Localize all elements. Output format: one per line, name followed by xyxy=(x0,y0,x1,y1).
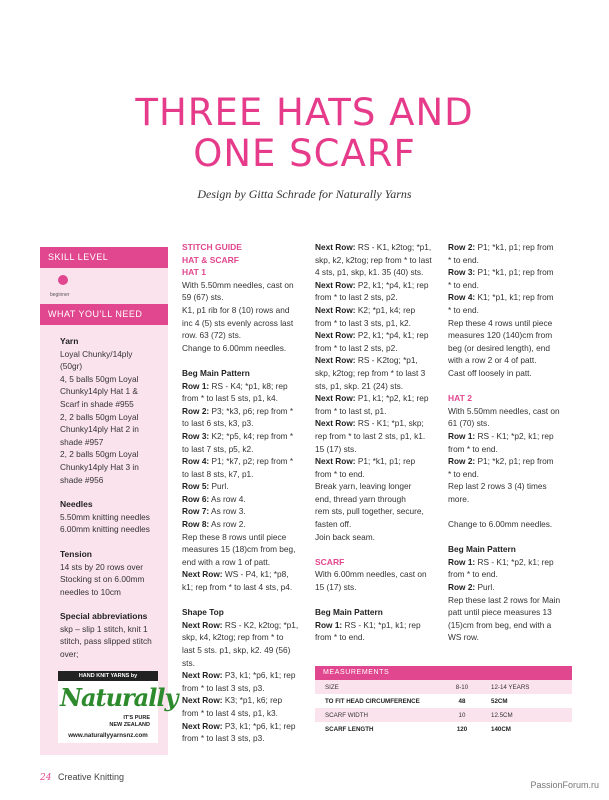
instruction-line: Next Row: P1; *k1, p1; rep xyxy=(315,456,416,467)
instruction-line: end with a row 1 of patt. xyxy=(182,556,271,567)
measurement-cell: 12-14 YEARS xyxy=(491,683,530,691)
yarn-line: Chunky14ply Hat 2 in xyxy=(60,424,139,435)
yarn-line: (50gr) xyxy=(60,361,83,372)
instruction-line: from * to last 5 sts, p1, k4. xyxy=(182,393,278,404)
needles-line: 5.50mm knitting needles xyxy=(60,511,150,522)
change-needles-note: Change to 6.00mm needles. xyxy=(448,519,553,530)
yarn-line: 4, 5 balls 50gm Loyal xyxy=(60,373,139,384)
instruction-line: Next Row: P2, k1; *p4, k1; rep xyxy=(315,279,429,290)
instruction-line: * to end. xyxy=(448,279,479,290)
instruction-line: WS row. xyxy=(448,632,479,643)
instruction-line: from * to last 2 sts, p2. xyxy=(315,342,398,353)
logo-top-text: HAND KNIT YARNS by xyxy=(58,671,158,681)
instruction-line: Row 3: P1; *k1, p1; rep from xyxy=(448,267,554,278)
yarn-heading: Yarn xyxy=(60,336,79,346)
instruction-line: last 5 sts. p1, skp, k2. 49 (56) xyxy=(182,645,291,655)
instruction-line: from * to last 3 sts, p3. xyxy=(182,733,265,744)
instruction-line: Row 2: P3; *k3, p6; rep from * xyxy=(182,405,294,416)
measurement-row xyxy=(315,722,572,736)
yarn-line: Chunky14ply Hat 3 in xyxy=(60,461,139,472)
instruction-line: skp, k2tog; rep from * to last 3 xyxy=(315,367,426,378)
instruction-line: Break yarn, leaving longer xyxy=(315,481,412,492)
what-you-need-heading: WHAT YOU'LL NEED xyxy=(40,304,168,325)
instruction-line: * to end. xyxy=(448,254,479,265)
stitch-guide-heading: STITCH GUIDE xyxy=(182,242,242,252)
instruction-line: Rep last 2 rows 3 (4) times xyxy=(448,481,547,492)
instruction-line: 15 (17) sts. xyxy=(315,443,357,454)
page-title xyxy=(0,92,609,174)
instruction-line: beg (or desired length), end xyxy=(448,342,550,353)
instruction-line: Row 2: Purl. xyxy=(448,582,495,593)
needles-section xyxy=(60,498,160,536)
yarn-ball-icon xyxy=(58,275,68,285)
beg-main-pattern-heading: Beg Main Pattern xyxy=(182,367,250,378)
naturally-logo xyxy=(58,671,178,743)
instruction-line: skp, k2, k2tog; rep from * to last xyxy=(315,254,432,265)
instruction-line: Row 2: P1; *k1, p1; rep from xyxy=(448,242,554,252)
instruction-line: Rep these 8 rows until piece xyxy=(182,531,287,542)
logo-url: www.naturallyyarnsnz.com xyxy=(68,732,148,739)
instruction-line: from * to end. xyxy=(448,569,498,580)
yarn-line: 2, 2 balls 50gm Loyal xyxy=(60,449,139,460)
instruction-line: to last 6 sts, k3, p3. xyxy=(182,418,254,429)
instruction-line: inc 4 (5) sts evenly across last xyxy=(182,317,294,328)
instruction-line: * to end. xyxy=(448,304,479,315)
instruction-line: Cast off loosely in patt. xyxy=(448,367,532,378)
instruction-line: skp, k4, k2tog; rep from * to xyxy=(182,632,284,643)
instruction-line: Row 8: As row 2. xyxy=(182,519,246,530)
instruction-line: Next Row: P3, k1; *p6, k1; rep xyxy=(182,720,296,731)
instruction-line: Next Row: RS - K2tog; *p1, xyxy=(315,355,418,366)
scarf-beg-main-pattern-heading: Beg Main Pattern xyxy=(315,607,383,618)
instruction-line: Join back seam. xyxy=(315,531,375,542)
instruction-line: Row 4: P1; *k7, p2; rep from * xyxy=(182,456,294,467)
instruction-line: with a row 2 or 4 of patt. xyxy=(448,355,537,366)
instruction-line: Next Row: P2, k1; *p4, k1; rep xyxy=(315,330,429,341)
column-2 xyxy=(315,241,437,644)
instruction-line: sts, p1, skp. 21 (24) sts. xyxy=(315,380,404,391)
instruction-line: With 6.00mm needles, cast on xyxy=(315,569,427,580)
yarn-line: Chunky14ply Hat 1 & xyxy=(60,386,138,397)
instruction-line: from * to last 2 sts, p2. xyxy=(315,292,398,303)
column-3 xyxy=(448,241,572,644)
instruction-line: (15)cm from beg, end with a xyxy=(448,619,552,630)
instruction-line: from * to end. xyxy=(315,468,365,479)
measurements-heading: MEASUREMENTS xyxy=(315,666,572,680)
abbreviations-section xyxy=(60,610,160,660)
measurement-cell: 12.5CM xyxy=(491,711,513,719)
instruction-line: * to end. xyxy=(448,468,479,479)
instruction-line: Row 1: RS - K1; *p2, k1; rep xyxy=(448,556,554,567)
instruction-line: to last 8 sts, k7, p1. xyxy=(182,468,254,479)
measurement-cell: 48 xyxy=(458,697,466,705)
tension-line: Stocking st on 6.00mm xyxy=(60,574,145,585)
instruction-line: Rep these last 2 rows for Main xyxy=(448,594,561,605)
abbreviation-line: skp – slip 1 stitch, knit 1 xyxy=(60,623,148,634)
instruction-line: rem sts, pull together, secure, xyxy=(315,506,424,517)
yarn-line: Scarf in shade #955 xyxy=(60,398,134,409)
instruction-line: Change to 6.00mm needles. xyxy=(182,342,287,353)
logo-wordmark: Naturally xyxy=(60,683,178,712)
hat2-beg-main-pattern-heading: Beg Main Pattern xyxy=(448,544,516,555)
yarn-section xyxy=(60,335,160,486)
instruction-line: end, thread yarn through xyxy=(315,493,406,504)
instruction-line: from * to end. xyxy=(315,632,365,643)
scarf-heading: SCARF xyxy=(315,556,345,567)
hat1-heading: HAT 1 xyxy=(182,267,206,278)
instruction-line: fasten off. xyxy=(315,519,352,530)
sidebar xyxy=(40,247,178,755)
yarn-line: Loyal Chunky/14ply xyxy=(60,348,133,359)
yarn-line: 2, 2 balls 50gm Loyal xyxy=(60,411,139,422)
instruction-line: 15 (17) sts. xyxy=(315,582,357,593)
abbreviation-line: stitch, pass slipped stitch xyxy=(60,636,152,647)
tension-heading: Tension xyxy=(60,548,92,559)
yarn-line: shade #956 xyxy=(60,474,104,485)
watermark: PassionForum.ru xyxy=(530,780,599,790)
instruction-line: patt until piece measures 13 xyxy=(448,607,552,618)
instruction-line: 61 (70) sts. xyxy=(448,418,490,429)
instruction-line: 4 sts, p1, skp, k1. 35 (40) sts. xyxy=(315,267,424,278)
instruction-line: from * to last 3 sts, p1, k2. xyxy=(315,317,411,328)
measurement-cell: SCARF WIDTH xyxy=(325,711,368,719)
measurement-cell: 52CM xyxy=(491,697,508,705)
measurements-table xyxy=(315,666,572,736)
tension-line: 14 sts by 20 rows over xyxy=(60,561,144,572)
instruction-line: rep from * to last 2 sts, p1, k1. xyxy=(315,430,426,441)
instruction-line: from * to end. xyxy=(448,443,498,454)
measurement-row xyxy=(315,708,572,722)
magazine-name: Creative Knitting xyxy=(57,772,125,782)
instruction-line: Row 3: K2; *p5, k4; rep from * xyxy=(182,430,294,441)
tension-section xyxy=(60,548,160,598)
skill-level-heading: SKILL LEVEL xyxy=(40,247,168,268)
column-1 xyxy=(182,241,302,745)
title-line-2: ONE SCARF xyxy=(193,132,416,175)
instruction-line: from * to last 3 sts, p3. xyxy=(182,682,265,693)
instruction-line: Row 5: Purl. xyxy=(182,481,229,492)
measurement-cell: 8-10 xyxy=(455,683,469,691)
instruction-line: With 5.50mm needles, cast on xyxy=(182,279,294,290)
measurement-cell: 120 xyxy=(456,725,468,733)
instruction-line: Next Row: P1, k1; *p2, k1; rep xyxy=(315,393,429,404)
instruction-line: With 5.50mm needles, cast on xyxy=(448,405,560,416)
instruction-line: Row 6: As row 4. xyxy=(182,493,246,504)
instruction-line: Next Row: K2; *p1, k4; rep xyxy=(315,304,416,315)
yarn-line: shade #957 xyxy=(60,436,104,447)
instruction-line: Next Row: K3; *p1, k6; rep xyxy=(182,695,283,706)
instruction-line: Row 1: RS - K1; *p1, k1; rep xyxy=(315,619,421,630)
instruction-line: Row 7: As row 3. xyxy=(182,506,246,517)
logo-tagline-2: NEW ZEALAND xyxy=(109,722,150,728)
instruction-line: Next Row: RS - K2, k2tog; *p1, xyxy=(182,619,299,630)
page-footer xyxy=(40,772,124,783)
instruction-line: K1, p1 rib for 8 (10) rows and xyxy=(182,304,290,315)
byline: Design by Gitta Schrade for Naturally Yarns xyxy=(197,187,412,201)
skill-level-box xyxy=(40,268,168,304)
measurement-cell: 10 xyxy=(458,711,466,719)
measurement-cell: SIZE xyxy=(325,683,339,691)
abbreviations-heading: Special abbreviations xyxy=(60,611,148,622)
instruction-line: measures 120 (140)cm from xyxy=(448,330,553,341)
instruction-line: from * to last st, p1. xyxy=(315,405,387,416)
skill-level-label: beginner xyxy=(50,292,70,298)
instruction-line: 59 (67) sts. xyxy=(182,292,224,303)
instruction-line: Row 1: RS - K1; *p2, k1; rep xyxy=(448,430,554,441)
measurement-cell: 140CM xyxy=(491,725,511,733)
logo-tagline-1: IT'S PURE xyxy=(123,715,150,721)
instruction-line: to last 7 sts, p5, k2. xyxy=(182,443,254,454)
instruction-line: Rep these 4 rows until piece xyxy=(448,317,553,328)
measurement-cell: TO FIT HEAD CIRCUMFERENCE xyxy=(325,697,420,705)
abbreviation-line: over; xyxy=(60,649,79,660)
measurement-row xyxy=(315,694,572,708)
instruction-line: Next Row: RS - K1, k2tog; *p1, xyxy=(315,242,432,252)
instruction-line: from * to last 4 sts, p1, k3. xyxy=(182,707,278,718)
hat2-heading: HAT 2 xyxy=(448,393,472,404)
instruction-line: sts. xyxy=(182,657,195,668)
measurement-row xyxy=(315,680,572,694)
instruction-line: Row 4: K1; *p1, k1; rep from xyxy=(448,292,554,303)
instruction-line: more. xyxy=(448,493,470,504)
measurement-cell: SCARF LENGTH xyxy=(325,725,374,733)
tension-line: needles to 10cm xyxy=(60,586,121,597)
page-number: 24 xyxy=(40,773,52,783)
instruction-line: Next Row: WS - P4, k1; *p8, xyxy=(182,569,289,580)
instruction-line: Row 1: RS - K4; *p1, k8; rep xyxy=(182,380,288,391)
instruction-line: measures 15 (18)cm from beg, xyxy=(182,544,296,555)
instruction-line: Next Row: RS - K1; *p1, skp; xyxy=(315,418,424,429)
instruction-line: Row 2: P1; *k2, p1; rep from xyxy=(448,456,554,467)
instruction-line: Next Row: P3, k1; *p6, k1; rep xyxy=(182,670,296,681)
needles-line: 6.00mm knitting needles xyxy=(60,524,150,535)
instruction-line: row. 63 (72) sts. xyxy=(182,330,242,341)
instruction-line: k1; rep from * to last 4 sts, p4. xyxy=(182,582,293,593)
title-line-1: THREE HATS AND xyxy=(135,91,474,134)
hat-scarf-heading: HAT & SCARF xyxy=(182,254,239,265)
needles-heading: Needles xyxy=(60,499,93,510)
shape-top-heading: Shape Top xyxy=(182,607,224,618)
materials-list xyxy=(40,325,168,661)
